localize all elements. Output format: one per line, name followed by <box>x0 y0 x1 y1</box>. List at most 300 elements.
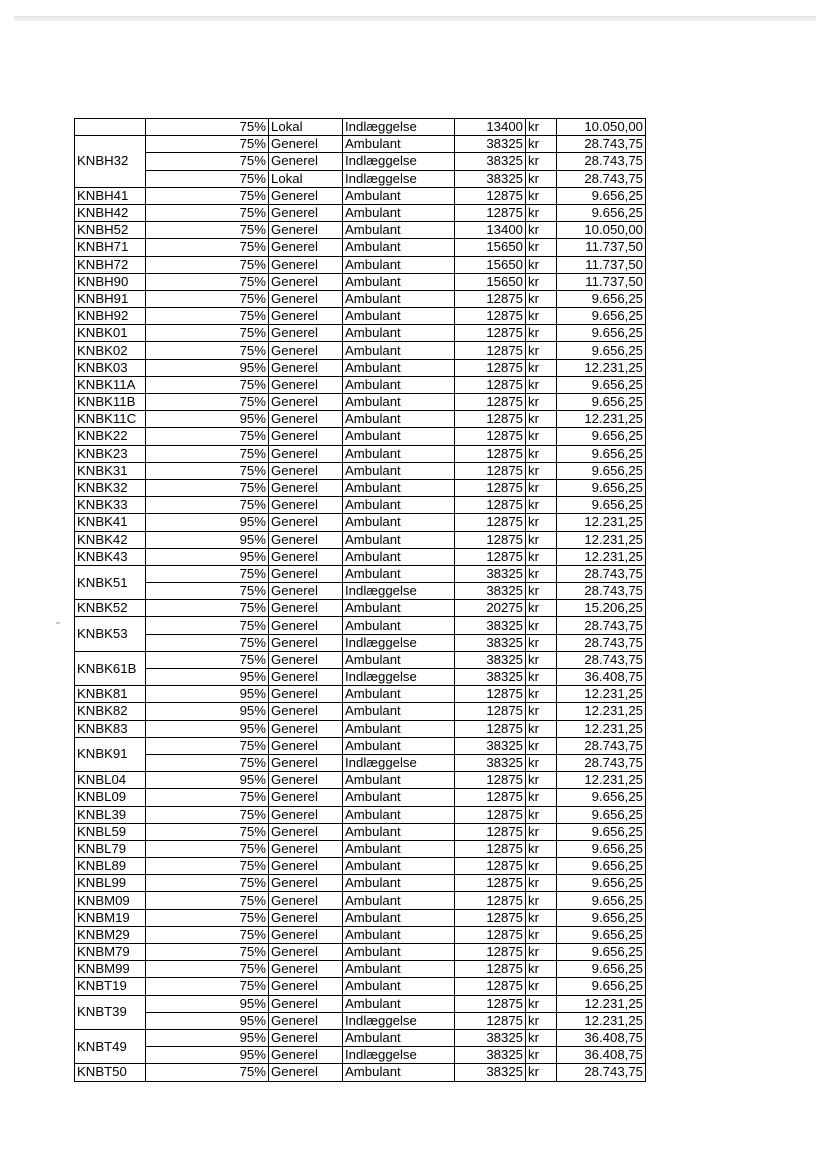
total-cell: 12.231,25 <box>557 548 646 565</box>
type-cell: Generel <box>269 136 343 153</box>
table-row <box>75 359 646 376</box>
table-row <box>75 445 646 462</box>
code-cell: KNBK23 <box>75 445 146 462</box>
code-cell: KNBK91 <box>75 737 146 771</box>
kind-cell: Ambulant <box>343 428 455 445</box>
percent-cell: 75% <box>146 170 269 187</box>
total-cell: 12.231,25 <box>557 995 646 1012</box>
table-row <box>75 411 646 428</box>
table-row <box>75 875 646 892</box>
code-cell: KNBK51 <box>75 565 146 599</box>
type-cell: Generel <box>269 325 343 342</box>
code-cell: KNBK11B <box>75 394 146 411</box>
type-cell: Generel <box>269 978 343 995</box>
amount-cell: 12875 <box>455 376 526 393</box>
code-cell: KNBH32 <box>75 136 146 188</box>
currency-cell: kr <box>526 772 557 789</box>
kind-cell: Ambulant <box>343 204 455 221</box>
percent-cell: 75% <box>146 840 269 857</box>
kind-cell: Ambulant <box>343 926 455 943</box>
code-cell: KNBT49 <box>75 1029 146 1063</box>
amount-cell: 12875 <box>455 909 526 926</box>
code-cell: KNBH90 <box>75 273 146 290</box>
amount-cell: 38325 <box>455 136 526 153</box>
currency-cell: kr <box>526 669 557 686</box>
amount-cell: 15650 <box>455 273 526 290</box>
kind-cell: Ambulant <box>343 497 455 514</box>
code-cell: KNBL79 <box>75 840 146 857</box>
type-cell: Generel <box>269 737 343 754</box>
table-row <box>75 720 646 737</box>
amount-cell: 38325 <box>455 669 526 686</box>
total-cell: 11.737,50 <box>557 239 646 256</box>
currency-cell: kr <box>526 531 557 548</box>
code-cell: KNBK02 <box>75 342 146 359</box>
currency-cell: kr <box>526 445 557 462</box>
amount-cell: 12875 <box>455 858 526 875</box>
kind-cell: Ambulant <box>343 187 455 204</box>
code-cell: KNBK03 <box>75 359 146 376</box>
kind-cell: Ambulant <box>343 858 455 875</box>
code-cell: KNBM09 <box>75 892 146 909</box>
code-cell: KNBK43 <box>75 548 146 565</box>
kind-cell: Ambulant <box>343 772 455 789</box>
currency-cell: kr <box>526 273 557 290</box>
table-row <box>75 204 646 221</box>
currency-cell: kr <box>526 411 557 428</box>
kind-cell: Ambulant <box>343 651 455 668</box>
code-cell: KNBK81 <box>75 686 146 703</box>
price-table <box>74 118 646 1082</box>
table-row <box>75 428 646 445</box>
type-cell: Generel <box>269 187 343 204</box>
table-row <box>75 479 646 496</box>
total-cell: 9.656,25 <box>557 290 646 307</box>
amount-cell: 15650 <box>455 256 526 273</box>
currency-cell: kr <box>526 583 557 600</box>
table-row <box>75 961 646 978</box>
amount-cell: 12875 <box>455 944 526 961</box>
currency-cell: kr <box>526 376 557 393</box>
amount-cell: 12875 <box>455 823 526 840</box>
code-cell: KNBL99 <box>75 875 146 892</box>
currency-cell: kr <box>526 359 557 376</box>
table-row <box>75 944 646 961</box>
total-cell: 15.206,25 <box>557 600 646 617</box>
kind-cell: Indlæggelse <box>343 153 455 170</box>
percent-cell: 75% <box>146 325 269 342</box>
currency-cell: kr <box>526 428 557 445</box>
percent-cell: 75% <box>146 119 269 136</box>
kind-cell: Ambulant <box>343 978 455 995</box>
table-row <box>75 548 646 565</box>
code-cell: KNBL04 <box>75 772 146 789</box>
total-cell: 36.408,75 <box>557 1047 646 1064</box>
amount-cell: 38325 <box>455 754 526 771</box>
kind-cell: Ambulant <box>343 737 455 754</box>
currency-cell: kr <box>526 978 557 995</box>
percent-cell: 75% <box>146 789 269 806</box>
scan-speck <box>56 622 60 624</box>
amount-cell: 38325 <box>455 1029 526 1046</box>
code-cell: KNBK53 <box>75 617 146 651</box>
currency-cell: kr <box>526 754 557 771</box>
type-cell: Generel <box>269 789 343 806</box>
type-cell: Generel <box>269 548 343 565</box>
amount-cell: 12875 <box>455 806 526 823</box>
total-cell: 12.231,25 <box>557 772 646 789</box>
amount-cell: 12875 <box>455 892 526 909</box>
kind-cell: Ambulant <box>343 806 455 823</box>
type-cell: Generel <box>269 1029 343 1046</box>
currency-cell: kr <box>526 204 557 221</box>
code-cell: KNBK11A <box>75 376 146 393</box>
percent-cell: 75% <box>146 583 269 600</box>
table-row <box>75 462 646 479</box>
total-cell: 36.408,75 <box>557 1029 646 1046</box>
code-cell: KNBK83 <box>75 720 146 737</box>
percent-cell: 75% <box>146 290 269 307</box>
total-cell: 12.231,25 <box>557 720 646 737</box>
currency-cell: kr <box>526 737 557 754</box>
currency-cell: kr <box>526 892 557 909</box>
amount-cell: 12875 <box>455 548 526 565</box>
percent-cell: 75% <box>146 479 269 496</box>
type-cell: Generel <box>269 342 343 359</box>
kind-cell: Ambulant <box>343 136 455 153</box>
percent-cell: 75% <box>146 273 269 290</box>
code-cell: KNBK82 <box>75 703 146 720</box>
percent-cell: 75% <box>146 308 269 325</box>
type-cell: Generel <box>269 359 343 376</box>
type-cell: Generel <box>269 720 343 737</box>
type-cell: Generel <box>269 531 343 548</box>
total-cell: 9.656,25 <box>557 961 646 978</box>
kind-cell: Ambulant <box>343 703 455 720</box>
currency-cell: kr <box>526 497 557 514</box>
currency-cell: kr <box>526 686 557 703</box>
type-cell: Generel <box>269 617 343 634</box>
total-cell: 11.737,50 <box>557 273 646 290</box>
percent-cell: 75% <box>146 875 269 892</box>
table-row <box>75 222 646 239</box>
currency-cell: kr <box>526 944 557 961</box>
currency-cell: kr <box>526 119 557 136</box>
table-row <box>75 754 646 771</box>
kind-cell: Ambulant <box>343 394 455 411</box>
table-row <box>75 1029 646 1046</box>
percent-cell: 95% <box>146 995 269 1012</box>
percent-cell: 75% <box>146 136 269 153</box>
currency-cell: kr <box>526 1064 557 1081</box>
table-row <box>75 892 646 909</box>
code-cell: KNBK11C <box>75 411 146 428</box>
type-cell: Generel <box>269 376 343 393</box>
type-cell: Generel <box>269 462 343 479</box>
code-cell: KNBK61B <box>75 651 146 685</box>
total-cell: 28.743,75 <box>557 565 646 582</box>
currency-cell: kr <box>526 222 557 239</box>
type-cell: Generel <box>269 1064 343 1081</box>
code-cell: KNBL09 <box>75 789 146 806</box>
amount-cell: 38325 <box>455 170 526 187</box>
type-cell: Generel <box>269 1012 343 1029</box>
type-cell: Generel <box>269 995 343 1012</box>
currency-cell: kr <box>526 239 557 256</box>
table-row <box>75 772 646 789</box>
table-row <box>75 565 646 582</box>
type-cell: Generel <box>269 290 343 307</box>
total-cell: 9.656,25 <box>557 875 646 892</box>
type-cell: Generel <box>269 892 343 909</box>
percent-cell: 75% <box>146 462 269 479</box>
currency-cell: kr <box>526 720 557 737</box>
amount-cell: 15650 <box>455 239 526 256</box>
amount-cell: 38325 <box>455 583 526 600</box>
currency-cell: kr <box>526 961 557 978</box>
percent-cell: 75% <box>146 153 269 170</box>
kind-cell: Indlæggelse <box>343 634 455 651</box>
kind-cell: Ambulant <box>343 961 455 978</box>
total-cell: 9.656,25 <box>557 497 646 514</box>
currency-cell: kr <box>526 479 557 496</box>
amount-cell: 38325 <box>455 1064 526 1081</box>
percent-cell: 75% <box>146 892 269 909</box>
kind-cell: Indlæggelse <box>343 1047 455 1064</box>
amount-cell: 38325 <box>455 737 526 754</box>
table-row <box>75 531 646 548</box>
kind-cell: Indlæggelse <box>343 669 455 686</box>
code-cell: KNBK31 <box>75 462 146 479</box>
amount-cell: 12875 <box>455 978 526 995</box>
currency-cell: kr <box>526 634 557 651</box>
type-cell: Generel <box>269 961 343 978</box>
percent-cell: 75% <box>146 754 269 771</box>
total-cell: 9.656,25 <box>557 394 646 411</box>
type-cell: Generel <box>269 823 343 840</box>
total-cell: 9.656,25 <box>557 342 646 359</box>
type-cell: Generel <box>269 634 343 651</box>
kind-cell: Indlæggelse <box>343 119 455 136</box>
code-cell: KNBH71 <box>75 239 146 256</box>
table-row <box>75 325 646 342</box>
type-cell: Generel <box>269 273 343 290</box>
type-cell: Generel <box>269 754 343 771</box>
kind-cell: Indlæggelse <box>343 170 455 187</box>
code-cell: KNBL39 <box>75 806 146 823</box>
currency-cell: kr <box>526 858 557 875</box>
kind-cell: Ambulant <box>343 239 455 256</box>
type-cell: Generel <box>269 445 343 462</box>
code-cell: KNBH52 <box>75 222 146 239</box>
table-row <box>75 686 646 703</box>
type-cell: Generel <box>269 806 343 823</box>
total-cell: 28.743,75 <box>557 1064 646 1081</box>
type-cell: Generel <box>269 222 343 239</box>
kind-cell: Ambulant <box>343 376 455 393</box>
type-cell: Generel <box>269 514 343 531</box>
amount-cell: 38325 <box>455 153 526 170</box>
amount-cell: 12875 <box>455 187 526 204</box>
currency-cell: kr <box>526 806 557 823</box>
total-cell: 9.656,25 <box>557 909 646 926</box>
percent-cell: 75% <box>146 651 269 668</box>
total-cell: 9.656,25 <box>557 840 646 857</box>
table-row <box>75 789 646 806</box>
percent-cell: 75% <box>146 978 269 995</box>
kind-cell: Ambulant <box>343 256 455 273</box>
kind-cell: Indlæggelse <box>343 1012 455 1029</box>
amount-cell: 20275 <box>455 600 526 617</box>
type-cell: Generel <box>269 686 343 703</box>
price-table-body <box>75 119 646 1082</box>
table-row <box>75 1047 646 1064</box>
percent-cell: 95% <box>146 514 269 531</box>
total-cell: 9.656,25 <box>557 308 646 325</box>
type-cell: Generel <box>269 858 343 875</box>
currency-cell: kr <box>526 462 557 479</box>
percent-cell: 75% <box>146 376 269 393</box>
type-cell: Generel <box>269 926 343 943</box>
percent-cell: 75% <box>146 497 269 514</box>
type-cell: Generel <box>269 600 343 617</box>
table-row <box>75 394 646 411</box>
code-cell: KNBH42 <box>75 204 146 221</box>
type-cell: Lokal <box>269 119 343 136</box>
currency-cell: kr <box>526 789 557 806</box>
kind-cell: Ambulant <box>343 789 455 806</box>
type-cell: Generel <box>269 411 343 428</box>
currency-cell: kr <box>526 823 557 840</box>
amount-cell: 12875 <box>455 290 526 307</box>
total-cell: 12.231,25 <box>557 686 646 703</box>
currency-cell: kr <box>526 153 557 170</box>
table-row <box>75 170 646 187</box>
total-cell: 9.656,25 <box>557 789 646 806</box>
percent-cell: 95% <box>146 686 269 703</box>
currency-cell: kr <box>526 514 557 531</box>
total-cell: 28.743,75 <box>557 634 646 651</box>
type-cell: Generel <box>269 875 343 892</box>
amount-cell: 13400 <box>455 222 526 239</box>
total-cell: 9.656,25 <box>557 204 646 221</box>
type-cell: Generel <box>269 239 343 256</box>
kind-cell: Ambulant <box>343 222 455 239</box>
total-cell: 12.231,25 <box>557 514 646 531</box>
kind-cell: Ambulant <box>343 479 455 496</box>
code-cell: KNBH72 <box>75 256 146 273</box>
currency-cell: kr <box>526 875 557 892</box>
type-cell: Generel <box>269 428 343 445</box>
code-cell: KNBK32 <box>75 479 146 496</box>
scan-edge-line <box>14 16 816 21</box>
type-cell: Generel <box>269 1047 343 1064</box>
table-row <box>75 308 646 325</box>
percent-cell: 75% <box>146 394 269 411</box>
table-row <box>75 978 646 995</box>
percent-cell: 75% <box>146 909 269 926</box>
table-row <box>75 290 646 307</box>
amount-cell: 12875 <box>455 428 526 445</box>
code-cell: KNBT50 <box>75 1064 146 1081</box>
table-row <box>75 376 646 393</box>
percent-cell: 75% <box>146 256 269 273</box>
type-cell: Generel <box>269 703 343 720</box>
currency-cell: kr <box>526 170 557 187</box>
total-cell: 11.737,50 <box>557 256 646 273</box>
percent-cell: 75% <box>146 187 269 204</box>
table-row <box>75 153 646 170</box>
amount-cell: 12875 <box>455 497 526 514</box>
amount-cell: 12875 <box>455 462 526 479</box>
kind-cell: Indlæggelse <box>343 583 455 600</box>
total-cell: 10.050,00 <box>557 119 646 136</box>
currency-cell: kr <box>526 909 557 926</box>
code-cell: KNBM99 <box>75 961 146 978</box>
total-cell: 28.743,75 <box>557 651 646 668</box>
kind-cell: Ambulant <box>343 875 455 892</box>
percent-cell: 75% <box>146 634 269 651</box>
kind-cell: Ambulant <box>343 359 455 376</box>
kind-cell: Ambulant <box>343 944 455 961</box>
percent-cell: 75% <box>146 926 269 943</box>
percent-cell: 75% <box>146 944 269 961</box>
amount-cell: 12875 <box>455 720 526 737</box>
total-cell: 28.743,75 <box>557 153 646 170</box>
table-row <box>75 342 646 359</box>
type-cell: Generel <box>269 256 343 273</box>
code-cell: KNBK41 <box>75 514 146 531</box>
total-cell: 9.656,25 <box>557 926 646 943</box>
code-cell: KNBH92 <box>75 308 146 325</box>
amount-cell: 12875 <box>455 772 526 789</box>
percent-cell: 75% <box>146 823 269 840</box>
amount-cell: 12875 <box>455 411 526 428</box>
table-row <box>75 497 646 514</box>
total-cell: 9.656,25 <box>557 187 646 204</box>
amount-cell: 38325 <box>455 565 526 582</box>
percent-cell: 95% <box>146 548 269 565</box>
amount-cell: 38325 <box>455 617 526 634</box>
total-cell: 12.231,25 <box>557 1012 646 1029</box>
total-cell: 9.656,25 <box>557 858 646 875</box>
code-cell: KNBL89 <box>75 858 146 875</box>
amount-cell: 12875 <box>455 995 526 1012</box>
table-row <box>75 256 646 273</box>
type-cell: Generel <box>269 394 343 411</box>
type-cell: Generel <box>269 772 343 789</box>
percent-cell: 75% <box>146 239 269 256</box>
kind-cell: Ambulant <box>343 411 455 428</box>
amount-cell: 38325 <box>455 1047 526 1064</box>
total-cell: 9.656,25 <box>557 944 646 961</box>
kind-cell: Ambulant <box>343 273 455 290</box>
amount-cell: 12875 <box>455 445 526 462</box>
currency-cell: kr <box>526 548 557 565</box>
amount-cell: 12875 <box>455 961 526 978</box>
kind-cell: Ambulant <box>343 1064 455 1081</box>
total-cell: 9.656,25 <box>557 892 646 909</box>
currency-cell: kr <box>526 1047 557 1064</box>
code-cell: KNBL59 <box>75 823 146 840</box>
code-cell: KNBM19 <box>75 909 146 926</box>
code-cell: KNBK22 <box>75 428 146 445</box>
kind-cell: Ambulant <box>343 565 455 582</box>
percent-cell: 95% <box>146 411 269 428</box>
table-row <box>75 136 646 153</box>
table-row <box>75 600 646 617</box>
currency-cell: kr <box>526 565 557 582</box>
